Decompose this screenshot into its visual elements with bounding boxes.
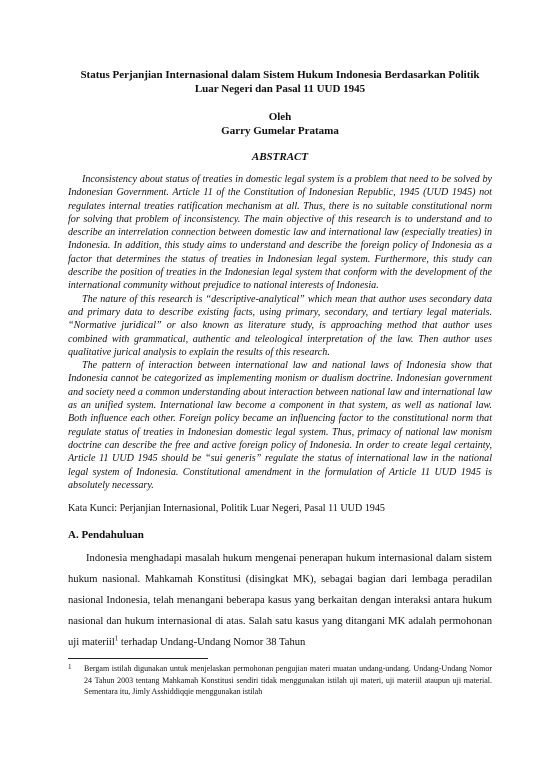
byline <box>68 110 492 138</box>
intro-text-continued: terhadap Undang-Undang Nomor 38 Tahun <box>118 637 306 649</box>
section-heading: A. Pendahuluan <box>68 529 144 542</box>
intro-text: Indonesia menghadapi masalah hukum mengenai penerapan hukum internasional dalam sistem hukum nasional. Mahkamah Konstitusi (disingkat MK), sebagai bagian dari lembaga peradilan nasional Indonesia, telah menangani beberapa kasus yang berkaitan dengan interaksi antara hukum nasional dan hukum internasional di atas. Salah satu kasus yang ditangani MK adalah permohonan uji materiil <box>68 553 492 649</box>
paper-page <box>68 68 492 653</box>
footnote <box>68 663 492 698</box>
footnote-text: Bergam istilah digunakan untuk menjelaskan permohonan pengujian materi muatan undang-undang. Undang-Undang Nomor 24 Tahun 2003 tentang Mahkamah Konstitusi sendiri tidak menggunakan istilah uji materi, uji materiil ataupun uji material. Sementara itu, Jimly Asshiddiqqie menggunakan istilah <box>84 664 492 696</box>
abstract-paragraph: Inconsistency about status of treaties in domestic legal system is a problem that need to be solved by Indonesian Government. Article 11 of the Constitution of Indonesian Republic, 1945 (UUD 1945) not regulates internal treaties ratification mechanism at all. Thus, there is no suitable constitutional norm for solving that problem of inconsistency. The main objective of this research is to understand and to describe an interrelation connection between domestic law and international law (especially treaties) in Indonesia. In addition, this study aims to understand and describe the foreign policy of Indonesia as a factor that determines the status of treaties in Indonesian legal system. Furthermore, this study can describe the position of treaties in the Indonesian legal system that conform with the development of the international community without prejudice to national interests of Indonesia. <box>68 174 492 292</box>
abstract-paragraph: The pattern of interaction between international law and national laws of Indonesia show that Indonesia cannot be categorized as implementing monism or dualism doctrine. Indonesian government and society need a common understanding about interaction between national law and international law as an unified system. International law become a component in that system, as well as national law. Both influence each other. Foreign policy became an influencing factor to the constitutional norm that regulate status of treaties in Indonesian domestic legal system. Thus, primacy of national law monism doctrine can describe the free and active foreign policy of Indonesia. In order to create legal certainty, Article 11 UUD 1945 should be “sui generis” regulate the status of international law in the national legal system of Indonesia. Constitutional amendment in the formulation of Article 11 UUD 1945 is absolutely necessary. <box>68 360 492 491</box>
footnote-divider <box>68 658 208 659</box>
footnote-ref[interactable]: 1 <box>114 634 119 643</box>
abstract-paragraph: The nature of this research is “descriptive-analytical” which mean that author uses secondary data and primary data to describe existing facts, using primary, secondary, and tertiary legal materials. “Normative juridical” or also known as literature study, is approaching method that author uses combined with grammatical, authentic and teleological interpretation of the law. Then author uses qualitative jurical analysis to explain the results of this research. <box>68 293 492 358</box>
keywords: Kata Kunci: Perjanjian Internasional, Politik Luar Negeri, Pasal 11 UUD 1945 <box>68 503 385 515</box>
footnote-number: 1 <box>68 663 72 671</box>
paper-title: Status Perjanjian Internasional dalam Sistem Hukum Indonesia Berdasarkan Politik Luar Negeri dan Pasal 11 UUD 1945 <box>80 69 480 95</box>
by-label: Oleh <box>268 111 292 123</box>
abstract <box>68 173 492 492</box>
abstract-heading: ABSTRACT <box>251 151 309 163</box>
intro-paragraph <box>68 548 492 653</box>
author-name: Garry Gumelar Pratama <box>221 125 339 137</box>
